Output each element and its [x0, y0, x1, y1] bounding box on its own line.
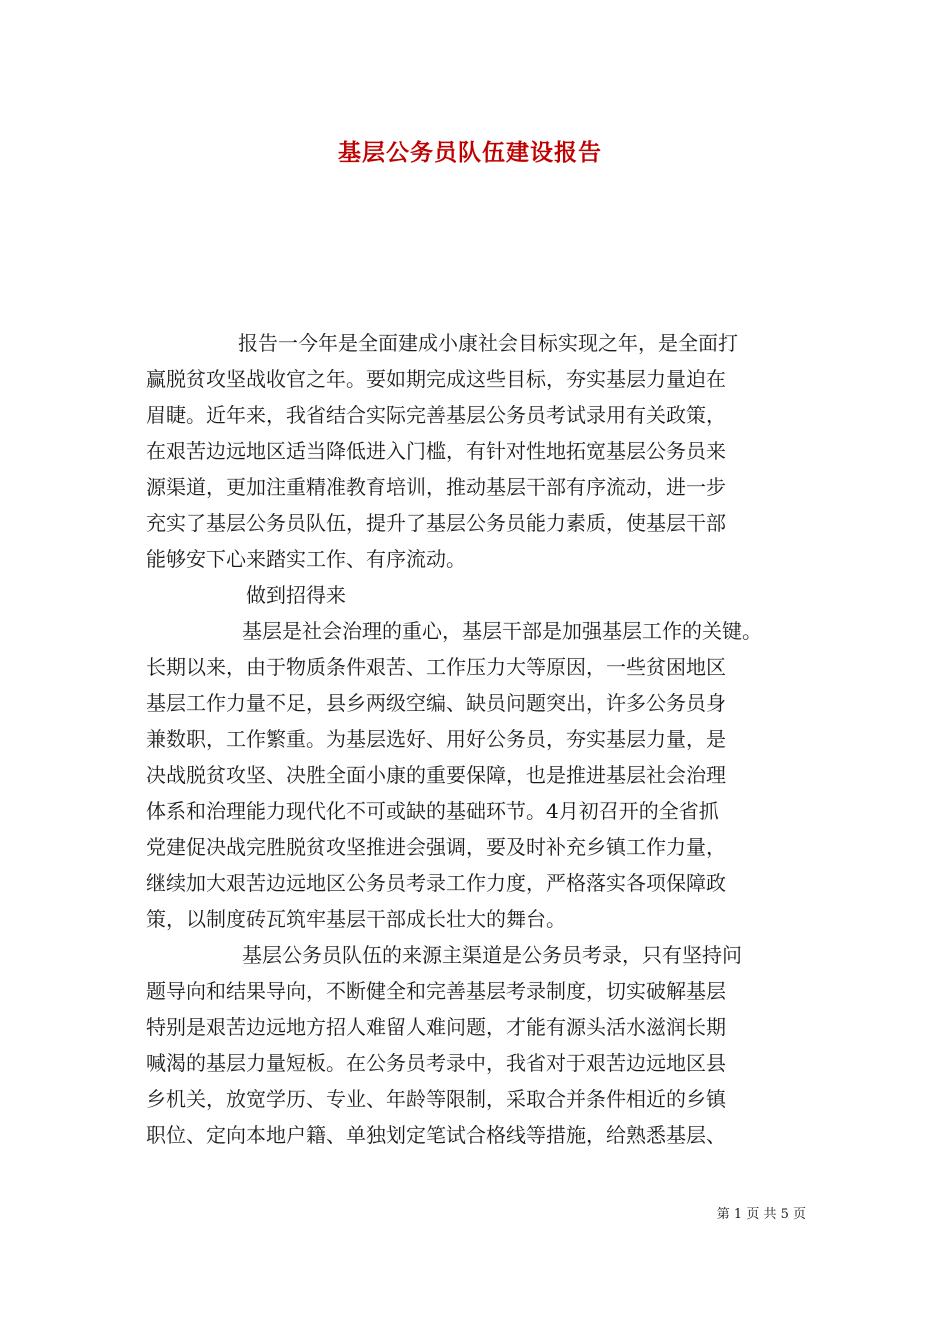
body-line: 题导向和结果导向，不断健全和完善基层考录制度，切实破解基层	[146, 979, 726, 1003]
body-line: 特别是艰苦边远地方招人难留人难问题，才能有源头活水滋润长期	[146, 1015, 726, 1039]
body-line: 赢脱贫攻坚战收官之年。要如期完成这些目标，夯实基层力量迫在	[146, 367, 726, 391]
body-line: 基层工作力量不足，县乡两级空编、缺员问题突出，许多公务员身	[146, 691, 726, 715]
body-line: 充实了基层公务员队伍，提升了基层公务员能力素质，使基层干部	[146, 511, 726, 535]
body-line: 做到招得来	[246, 583, 346, 607]
body-line: 基层是社会治理的重心，基层干部是加强基层工作的关键。	[242, 619, 762, 643]
body-line: 兼数职，工作繁重。为基层选好、用好公务员，夯实基层力量，是	[146, 727, 726, 751]
body-line: 报告一今年是全面建成小康社会目标实现之年，是全面打	[238, 331, 738, 355]
body-line: 喊渴的基层力量短板。在公务员考录中，我省对于艰苦边远地区县	[146, 1051, 726, 1075]
body-line: 策，以制度砖瓦筑牢基层干部成长壮大的舞台。	[146, 907, 566, 931]
body-line: 眉睫。近年来，我省结合实际完善基层公务员考试录用有关政策，	[146, 403, 726, 427]
body-line: 继续加大艰苦边远地区公务员考录工作力度，严格落实各项保障政	[146, 871, 726, 895]
body-line: 体系和治理能力现代化不可或缺的基础环节。4月初召开的全省抓	[146, 799, 719, 823]
body-line: 党建促决战完胜脱贫攻坚推进会强调，要及时补充乡镇工作力量，	[146, 835, 726, 859]
body-line: 决战脱贫攻坚、决胜全面小康的重要保障，也是推进基层社会治理	[146, 763, 726, 787]
body-line: 职位、定向本地户籍、单独划定笔试合格线等措施，给熟悉基层、	[146, 1123, 726, 1147]
page-number: 第 1 页 共 5 页	[716, 1207, 806, 1222]
document-title: 基层公务员队伍建设报告	[338, 139, 602, 166]
body-line: 在艰苦边远地区适当降低进入门槛，有针对性地拓宽基层公务员来	[146, 439, 726, 463]
body-line: 长期以来，由于物质条件艰苦、工作压力大等原因，一些贫困地区	[146, 655, 726, 679]
body-line: 乡机关，放宽学历、专业、年龄等限制，采取合并条件相近的乡镇	[146, 1087, 726, 1111]
body-line: 基层公务员队伍的来源主渠道是公务员考录，只有坚持问	[242, 943, 742, 967]
body-line: 能够安下心来踏实工作、有序流动。	[146, 547, 466, 571]
body-line: 源渠道，更加注重精准教育培训，推动基层干部有序流动，进一步	[146, 475, 726, 499]
document-body	[146, 325, 814, 1153]
